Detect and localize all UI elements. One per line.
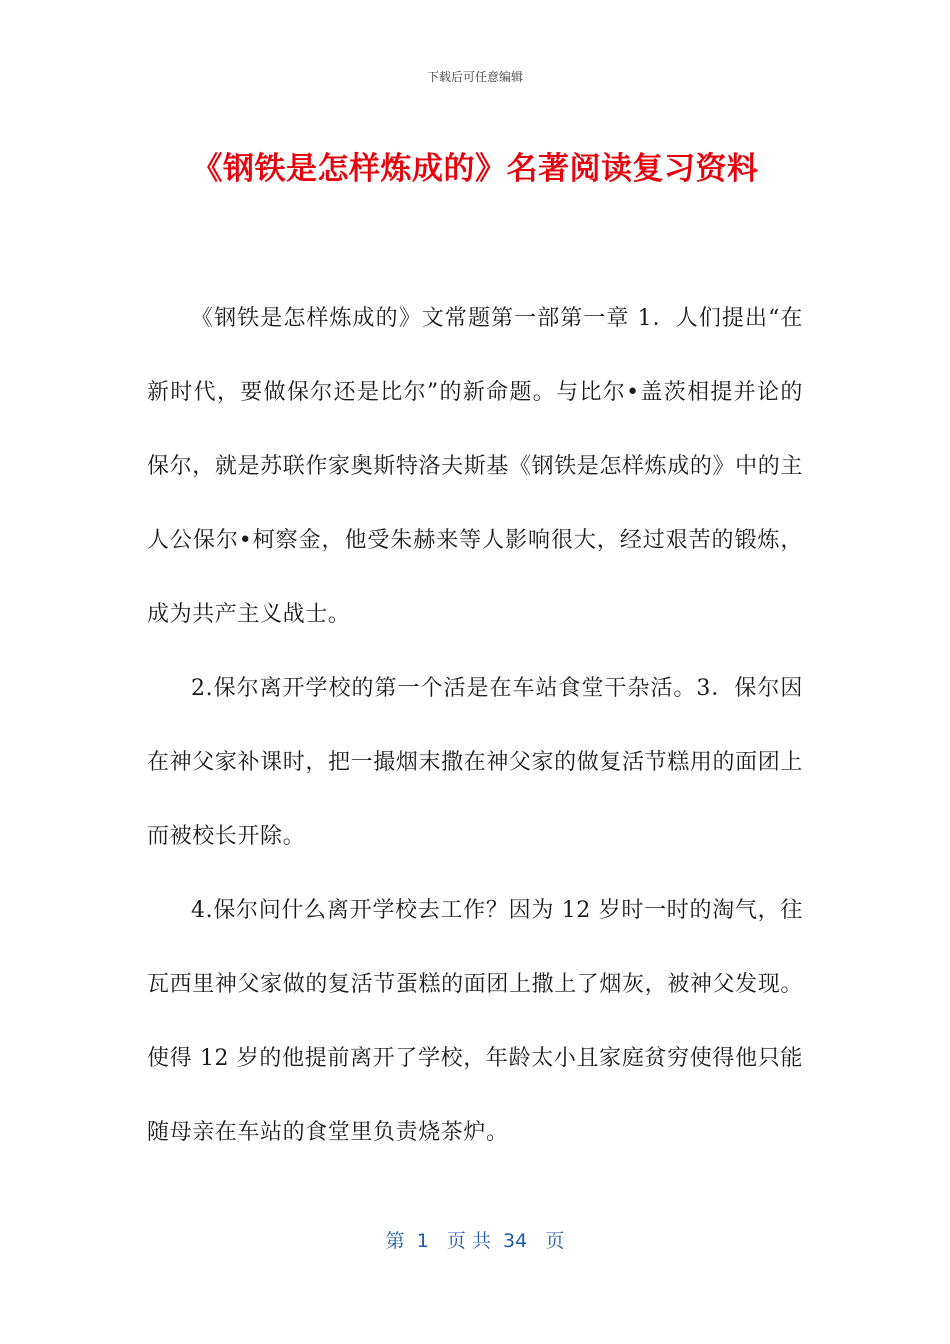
document-title: 《钢铁是怎样炼成的》名著阅读复习资料 [191, 151, 759, 187]
paragraph-3: 4.保尔问什么离开学校去工作？因为 12 岁时一时的淘气，往瓦西里神父家做的复活节蛋糕的面团上撒上了烟灰，被神父发现。使得 12 岁的他提前离开了学校，年龄太小且家庭贫穷使得他只能随母亲在车站的食堂里负责烧茶炉。 [147, 898, 803, 1145]
page-number-footer: 第 1 页 共 34 页 [385, 1230, 565, 1252]
document-body [147, 282, 803, 1170]
header-note: 下载后可任意编辑 [426, 70, 523, 84]
paragraph-1: 《钢铁是怎样炼成的》文常题第一部第一章 1．人们提出“在新时代，要做保尔还是比尔”的新命题。与比尔•盖茨相提并论的保尔，就是苏联作家奥斯特洛夫斯基《钢铁是怎样炼成的》中的主人公保尔•柯察金，他受朱赫来等人影响很大，经过艰苦的锻炼，成为共产主义战士。 [147, 306, 803, 627]
paragraph-2: 2.保尔离开学校的第一个活是在车站食堂干杂活。3．保尔因在神父家补课时，把一撮烟末撒在神父家的做复活节糕用的面团上而被校长开除。 [147, 676, 803, 849]
